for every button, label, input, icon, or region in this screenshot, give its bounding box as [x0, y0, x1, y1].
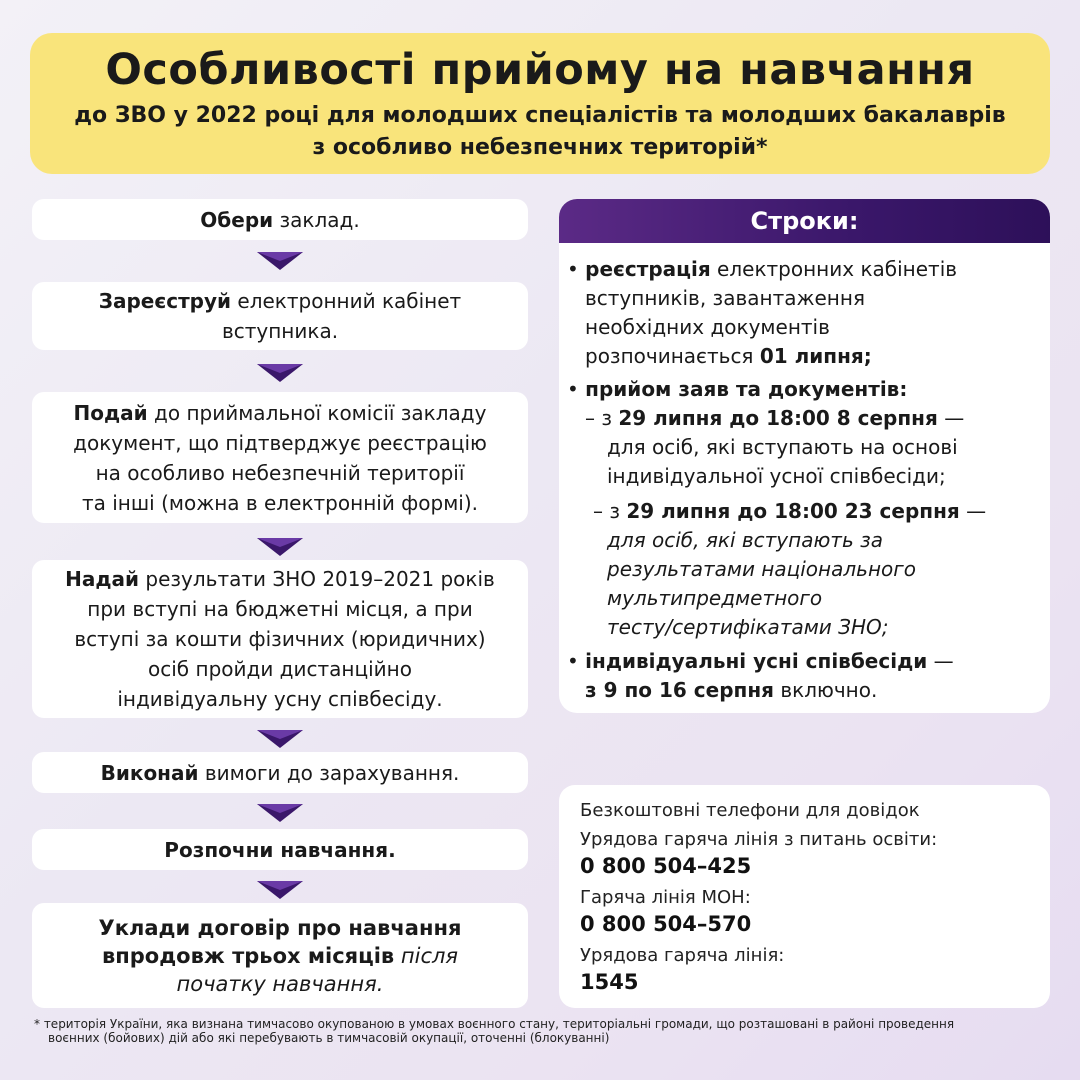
- deadline-text: для осіб, які вступають на основі: [607, 435, 958, 459]
- page-subtitle-line2: з особливо небезпечних територій*: [312, 135, 768, 160]
- step-start-studying: [32, 829, 528, 870]
- step-text: та інші (можна в електронній формі).: [81, 490, 479, 515]
- step-verb: Зареєструй: [98, 289, 232, 313]
- phone-label: Гаряча лінія МОН:: [580, 887, 751, 908]
- step-provide-results: [32, 560, 528, 718]
- deadline-text: для осіб, які вступають за: [607, 528, 883, 552]
- step-text: при вступі на бюджетні місця, а при: [87, 597, 473, 621]
- deadline-text: необхідних документів: [585, 315, 830, 339]
- deadlines-title: Строки:: [559, 199, 1050, 243]
- deadline-sub1: – з 29 липня до 18:00 8 серпня —: [585, 406, 965, 430]
- page-subtitle-line1: до ЗВО у 2022 році для молодших спеціалістів та молодших бакалаврів: [74, 103, 1006, 128]
- step-text: на особливо небезпечній території: [95, 460, 465, 485]
- deadline-applications: • прийом заяв та документів:: [567, 377, 908, 401]
- deadline-text: результатами національного: [607, 557, 916, 581]
- phone-label: Урядова гаряча лінія:: [580, 945, 785, 966]
- step-verb: Уклади договір про навчання: [98, 915, 462, 940]
- chevron-down-icon: [257, 804, 303, 822]
- step-text: вступі за кошти фізичних (юридичних): [74, 627, 486, 651]
- step-sign-contract: [32, 903, 528, 1008]
- step-text: документ, що підтверджує реєстрацію: [73, 430, 487, 455]
- footnote: [34, 1017, 1054, 1045]
- step-verb: Подай: [73, 400, 148, 425]
- bullet-dot: •: [567, 257, 586, 281]
- deadline-text: мультипредметного: [607, 586, 823, 610]
- step-text: електронний кабінет: [231, 289, 462, 313]
- step-text: результати ЗНО 2019–2021 років: [139, 567, 495, 591]
- phone-number[interactable]: 1545: [580, 970, 639, 994]
- bullet-dot: •: [567, 649, 586, 673]
- deadline-sub2: – з 29 липня до 18:00 23 серпня —: [593, 499, 987, 523]
- chevron-down-icon: [257, 364, 303, 382]
- page-title: Особливості прийому на навчання: [105, 45, 975, 95]
- chevron-down-icon: [257, 252, 303, 270]
- step-submit-document: [32, 392, 528, 523]
- step-text: індивідуальну усну співбесіду.: [117, 687, 443, 711]
- step-text: вступника.: [221, 319, 339, 343]
- step-verb: Виконай: [100, 760, 199, 785]
- step-text-italic: початку навчання.: [176, 971, 384, 996]
- phones-title: Безкоштовні телефони для довідок: [580, 800, 920, 821]
- deadline-text: вступників, завантаження: [585, 286, 865, 310]
- footnote-line: воєнних (бойових) дій або які перебувають в тимчасовій окупації, оточенні (блокуванні): [48, 1031, 610, 1045]
- phones-panel: [559, 785, 1050, 1008]
- phone-label: Урядова гаряча лінія з питань освіти:: [580, 829, 938, 850]
- step-text: вимоги до зарахування.: [198, 760, 460, 785]
- step-text-bold: впродовж трьох місяців: [101, 943, 395, 968]
- phone-number[interactable]: 0 800 504–570: [580, 912, 752, 936]
- step-text: до приймальної комісії закладу: [147, 400, 487, 425]
- deadline-text: з 9 по 16 серпня включно.: [585, 678, 878, 702]
- deadline-text: індивідуальної усної співбесіди;: [607, 464, 946, 488]
- chevron-down-icon: [257, 730, 303, 748]
- step-text: заклад.: [273, 207, 360, 232]
- footnote-line: * територія України, яка визнана тимчасово окупованою в умовах воєнного стану, територіальні громади, що розташовані в районі проведення: [34, 1017, 955, 1031]
- step-verb: Обери: [200, 207, 274, 232]
- deadlines-panel: [559, 199, 1050, 713]
- step-text: осіб пройди дистанційно: [148, 657, 412, 681]
- header-banner: [30, 33, 1050, 174]
- step-register-cabinet: [32, 282, 528, 350]
- deadline-interviews: • індивідуальні усні співбесіди —: [567, 649, 954, 673]
- bullet-dot: •: [567, 377, 586, 401]
- deadline-registration: • реєстрація електронних кабінетів: [567, 257, 958, 281]
- chevron-down-icon: [257, 538, 303, 556]
- step-fulfill-requirements: [32, 752, 528, 793]
- deadline-text: тесту/сертифікатами ЗНО;: [607, 615, 889, 639]
- phone-number[interactable]: 0 800 504–425: [580, 854, 752, 878]
- step-verb: Розпочни навчання.: [164, 837, 396, 862]
- step-text-italic: після: [394, 943, 459, 968]
- step-verb: Надай: [65, 567, 140, 591]
- deadline-text: розпочинається 01 липня;: [585, 344, 872, 368]
- step-choose-institution: [32, 199, 528, 240]
- chevron-down-icon: [257, 881, 303, 899]
